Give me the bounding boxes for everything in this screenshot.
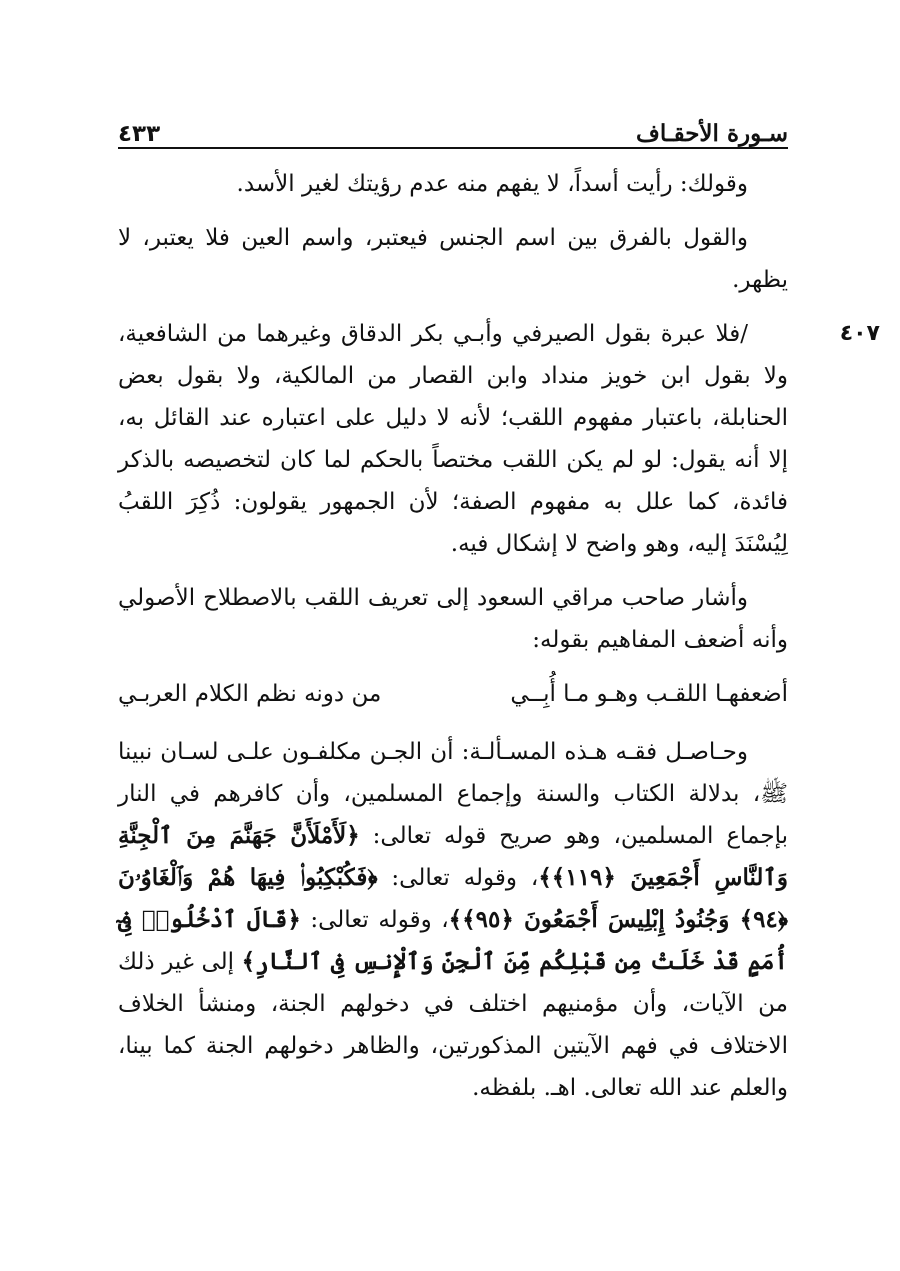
page-number: ٤٣٣ [118, 121, 161, 147]
quran-quote-1: ﴿لَأَمْلَأَنَّ جَهَنَّمَ مِنَ ٱلْجِنَّةِ وَٱلنَّاسِ أَجْمَعِينَ ﴿١١٩﴾﴾ [118, 822, 788, 891]
book-page [118, 105, 880, 1121]
verse-second-hemistich: من دونه نظم الكلام العربـي [118, 681, 382, 707]
closing-paragraph [118, 731, 788, 1109]
page-body [118, 163, 880, 1109]
closing-text-3: ، وقوله تعالى: [300, 907, 449, 933]
closing-text-4: إلى غير ذلك من الآيات، وأن مؤمنيهم اختلف في دخولهم الجنة، ومنشأ الخلاف الاختلاف في فهم الآيتين المذكورتين، والظاهر دخولهم الجنة كما بينا، والعلم عند الله تعالى. اهـ. بلفظه. [118, 949, 788, 1101]
surah-title: سـورة الأحقـاف [635, 120, 788, 147]
poetry-verse [118, 673, 788, 715]
quran-quote-3: ﴿قَالَ ٱدْخُلُوا۟ فِىٓ أُمَمٍ قَدْ خَلَتْ مِن قَبْلِكُم مِّنَ ٱلْجِنِّ وَٱلْإِنسِ فِى ٱلنَّارِ﴾ [118, 906, 789, 975]
paragraph-1: وقولك: رأيت أسداً، لا يفهم منه عدم رؤيتك لغير الأسد. [236, 171, 748, 197]
closing-text-1: وحـاصـل فقـه هـذه المسـألـة: أن الجـن مكلفـون علـى لسـان نبينا ﷺ، بدلالة الكتاب والسنة وإجماع المسلمين، وأن كافرهم في النار بإجماع المسلمين، وهو صريح قوله تعالى: [118, 739, 788, 849]
margin-reference-number: ٤٠٧ [839, 321, 880, 346]
closing-text-2: ، وقوله تعالى: [377, 865, 539, 891]
quran-quote-2: ﴿فَكُبْكِبُوا۟ فِيهَا هُمْ وَٱلْغَاوُۥنَ ﴿٩٤﴾ وَجُنُودُ إِبْلِيسَ أَجْمَعُونَ ﴿٩٥﴾﴾ [118, 864, 788, 933]
page-header [118, 105, 788, 149]
verse-first-hemistich: أضعفهـا اللقـب وهـو مـا أُبِــي [510, 681, 788, 707]
paragraph-4: وأشار صاحب مراقي السعود إلى تعريف اللقب بالاصطلاح الأصولي وأنه أضعف المفاهيم بقوله: [118, 585, 788, 653]
paragraph-2: والقول بالفرق بين اسم الجنس فيعتبر، واسم العين فلا يعتبر، لا يظهر. [118, 225, 788, 293]
paragraph-3-container [118, 313, 880, 565]
paragraph-3: /فلا عبرة بقول الصيرفي وأبـي بكر الدقاق وغيرهما من الشافعية، ولا بقول ابن خويز منداد وابن القصار من المالكية، ولا بقول بعض الحنابلة، باعتبار مفهوم اللقب؛ لأنه لا دليل على اعتباره عند القائل به، إلا أنه يقول: لو لم يكن اللقب مختصاً بالحكم لما كان لتخصيصه بالذكر فائدة، كما علل به مفهوم الصفة؛ لأن الجمهور يقولون: ذُكِرَ اللقبُ لِيُسْنَدَ إليه، وهو واضح لا إشكال فيه. [118, 321, 788, 557]
